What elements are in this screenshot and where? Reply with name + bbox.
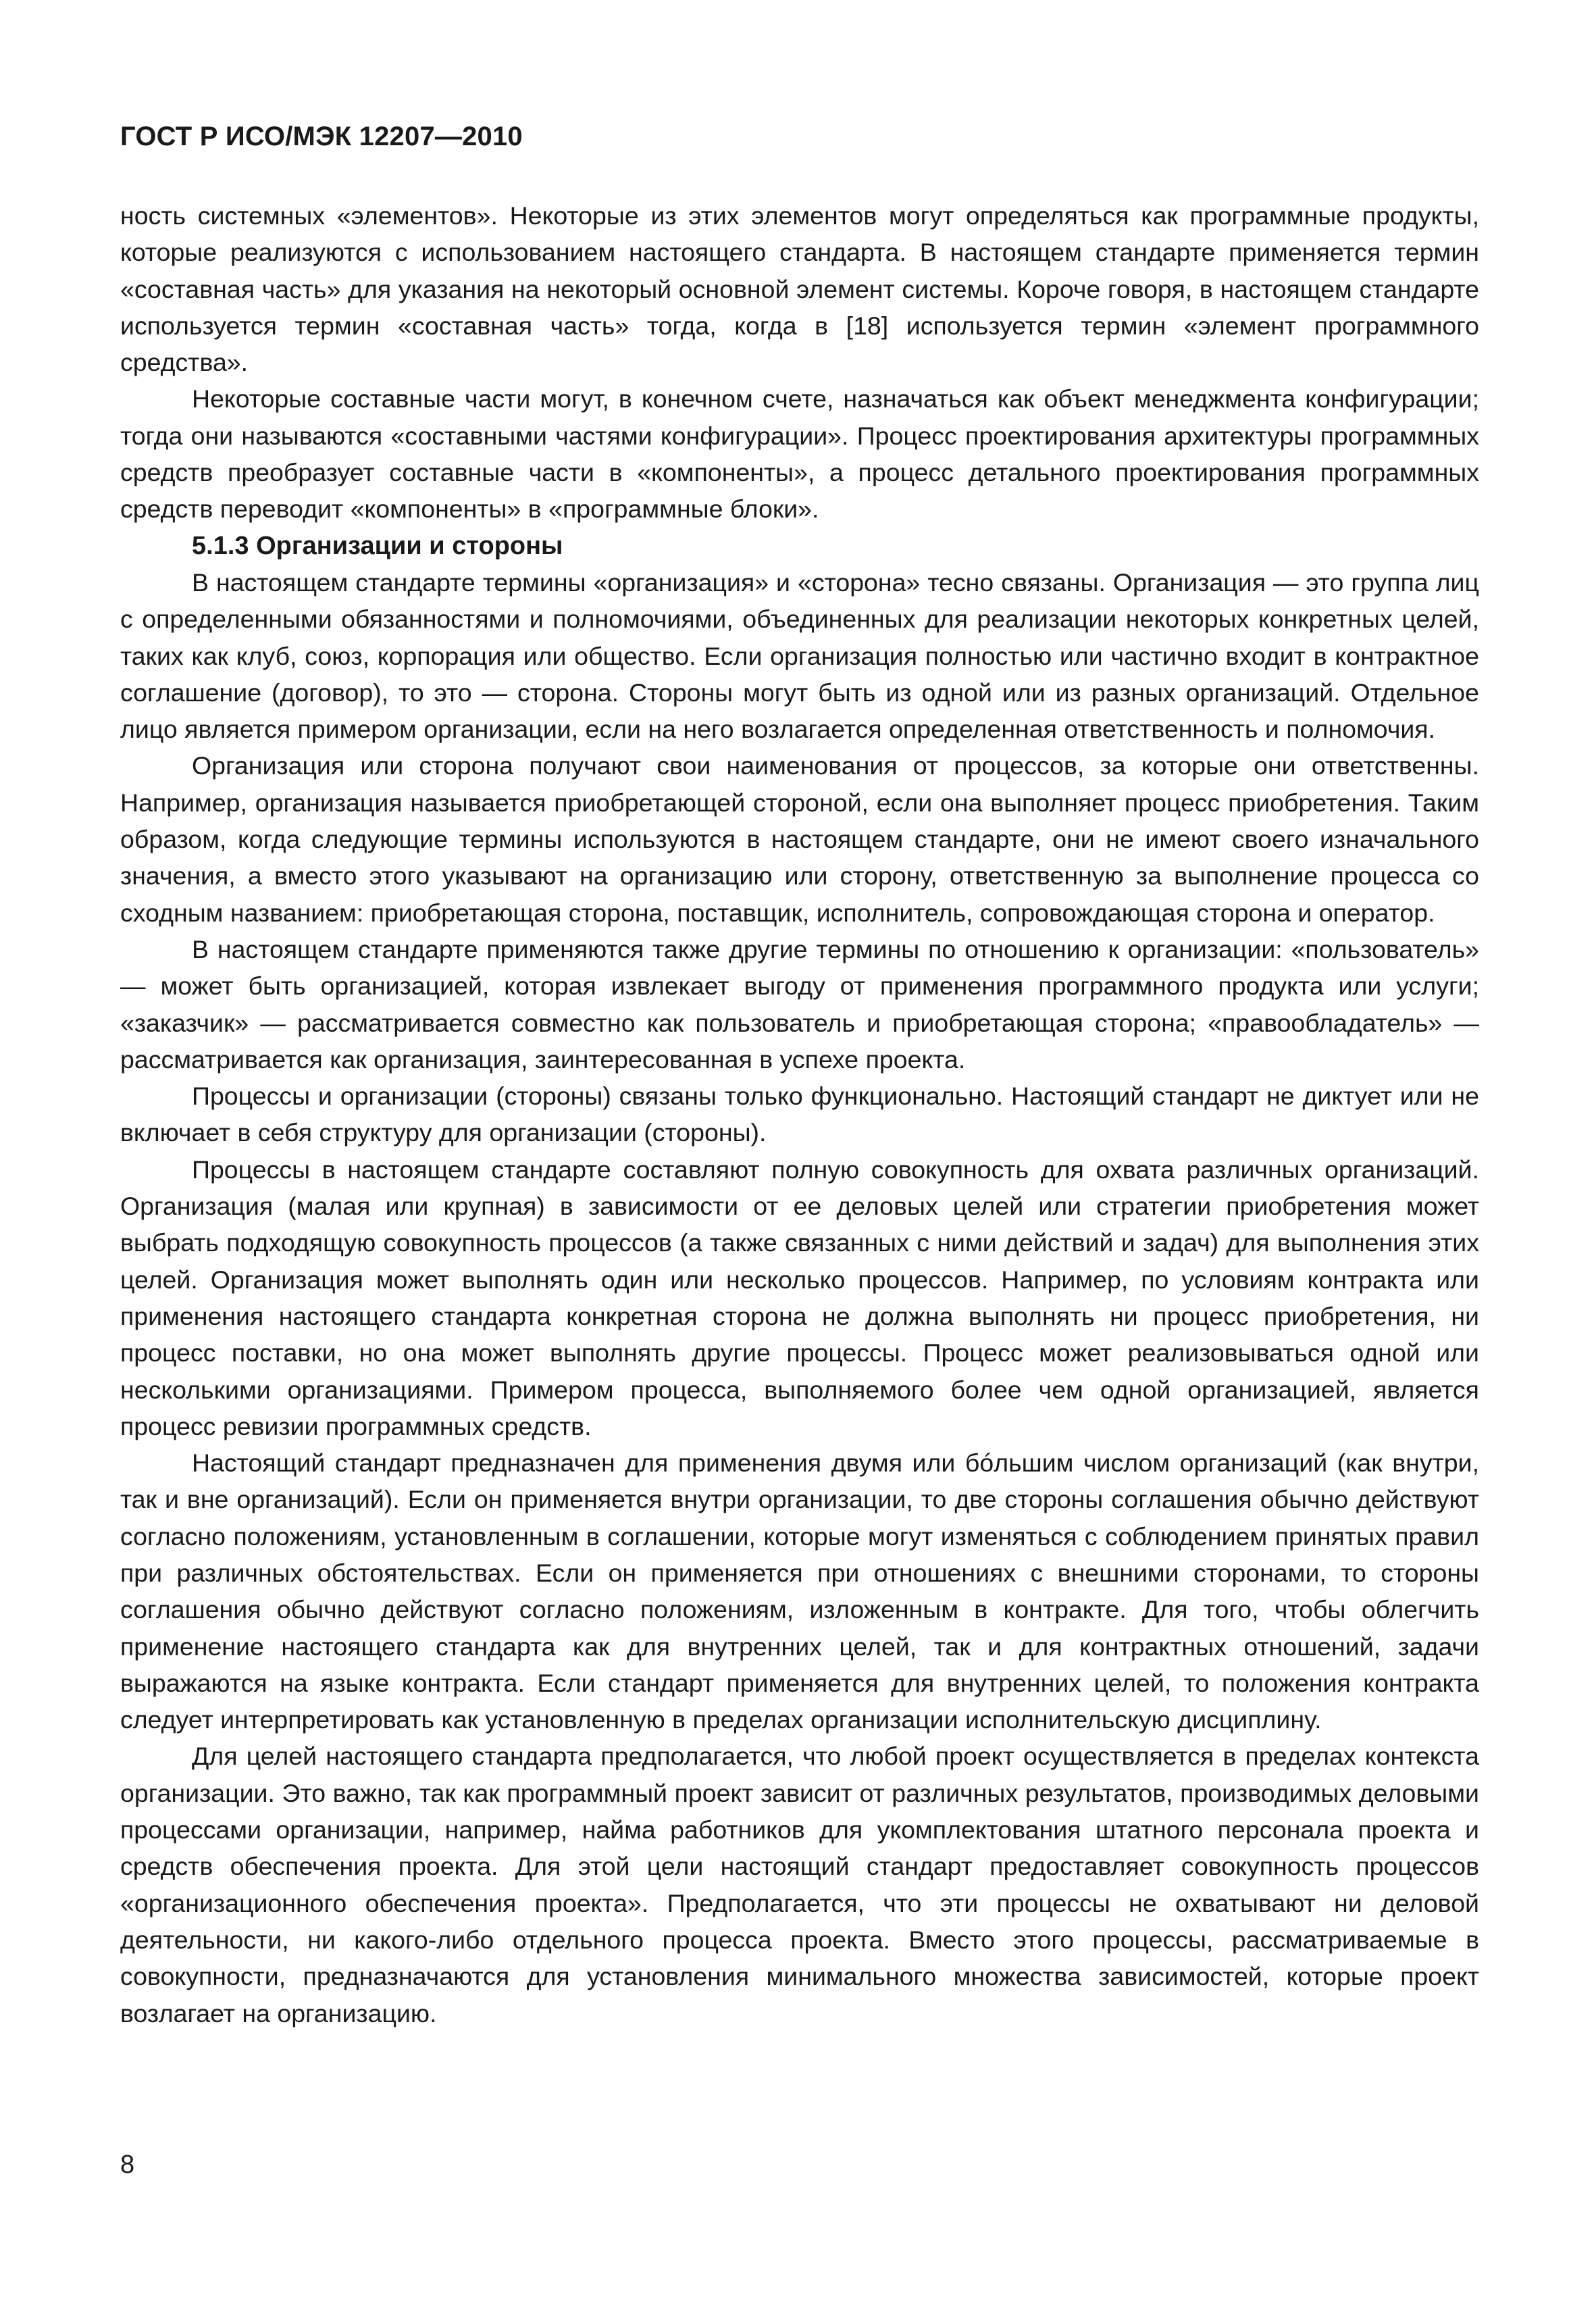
paragraph-complete-set: Процессы в настоящем стандарте составляют полную совокупность для охвата различных организаций. Организация (малая или крупная) в зависимости от ее деловых целей или стратегии приобретения может выбрать подходящую совокупность процессов (а также связанных с ними действий и задач) для выполнения этих целей. Организация может выполнять один или несколько процессов. Например, по условиям контракта или применения настоящего стандарта конкретная сторона не должна выполнять ни процесс приобретения, ни процесс поставки, но она может выполнять другие процессы. Процесс может реализовываться одной или несколькими организациями. Примером процесса, выполняемого более чем одной организацией, является процесс ревизии программных средств. (120, 1155, 1479, 1440)
paragraph-organization-party: В настоящем стандарте термины «организация» и «сторона» тесно связаны. Организация — это группа лиц с определенными обязанностями и полномочиями, объединенных для реализации некоторых конкретных целей, таких как клуб, союз, корпорация или общество. Если организация полностью или частично входит в контрактное соглашение (договор), то это — сторона. Стороны могут быть из одной или из разных организаций. Отдельное лицо является примером организации, если на него возлагается определенная ответственность и полномочия. (120, 568, 1479, 744)
paragraph-project-context: Для целей настоящего стандарта предполагается, что любой проект осуществляется в пределах контекста организации. Это важно, так как программный проект зависит от различных результатов, производимых деловыми процессами организации, например, найма работников для укомплектования штатного персонала проекта и средств обеспечения проекта. Для этой цели настоящий стандарт предоставляет совокупность процессов «организационного обеспечения проекта». Предполагается, что эти процессы не охватывают ни деловой деятельности, ни какого-либо отдельного процесса проекта. Вместо этого процессы, рассматриваемые в совокупности, предназначаются для установления минимального множества зависимостей, которые проект возлагает на организацию. (120, 1742, 1479, 2028)
section-heading: 5.1.3 Организации и стороны (192, 531, 563, 560)
document-header: ГОСТ Р ИСО/МЭК 12207—2010 (120, 122, 523, 151)
page-number: 8 (120, 2150, 135, 2179)
paragraph-two-or-more: Настоящий стандарт предназначен для применения двумя или бóльшим числом организаций (как внутри, так и вне организаций). Если он применяется внутри организации, то две стороны соглашения обычно действуют согласно положениям, установленным в соглашении, которые могут изменяться с соблюдением принятых правил при различных обстоятельствах. Если он применяется при отношениях с внешними сторонами, то стороны соглашения обычно действуют согласно положениям, изложенным в контракте. Для того, чтобы облегчить применение настоящего стандарта как для внутренних целей, так и для контрактных отношений, задачи выражаются на языке контракта. Если стандарт применяется для внутренних целей, то положения контракта следует интерпретировать как установленную в пределах организации исполнительскую дисциплину. (120, 1449, 1479, 1734)
paragraph-other-terms: В настоящем стандарте применяются также другие термины по отношению к организации: «пользователь» — может быть организацией, которая извлекает выгоду от применения программного продукта или услуги; «заказчик» — рассматривается совместно как пользователь и приобретающая сторона; «правообладатель» — рассматривается как организация, заинтересованная в успехе проекта. (120, 934, 1479, 1074)
paragraph-names: Организация или сторона получают свои наименования от процессов, за которые они ответственны. Например, организация называется приобретающей стороной, если она выполняет процесс приобретения. Таким образом, когда следующие термины используются в настоящем стандарте, они не имеют своего изначального значения, а вместо этого указывают на организацию или сторону, ответственную за выполнение процесса со сходным названием: приобретающая сторона, поставщик, исполнитель, сопровождающая сторона и оператор. (120, 751, 1479, 927)
paragraph-configuration: Некоторые составные части могут, в конечном счете, назначаться как объект менеджмента конфигурации; тогда они называются «составными частями конфигурации». Процесс проектирования архитектуры программных средств преобразует составные части в «компоненты», а процесс детального проектирования программных средств переводит «компоненты» в «программные блоки». (120, 384, 1479, 524)
document-body (120, 197, 1479, 2032)
paragraph-functional: Процессы и организации (стороны) связаны только функционально. Настоящий стандарт не диктует или не включает в себя структуру для организации (стороны). (120, 1082, 1479, 1147)
paragraph-continuation: ность системных «элементов». Некоторые из этих элементов могут определяться как программные продукты, которые реализуются с использованием настоящего стандарта. В настоящем стандарте применяется термин «составная часть» для указания на некоторый основной элемент системы. Короче говоря, в настоящем стандарте используется термин «составная часть» тогда, когда в [18] используется термин «элемент программного средства». (120, 201, 1479, 377)
